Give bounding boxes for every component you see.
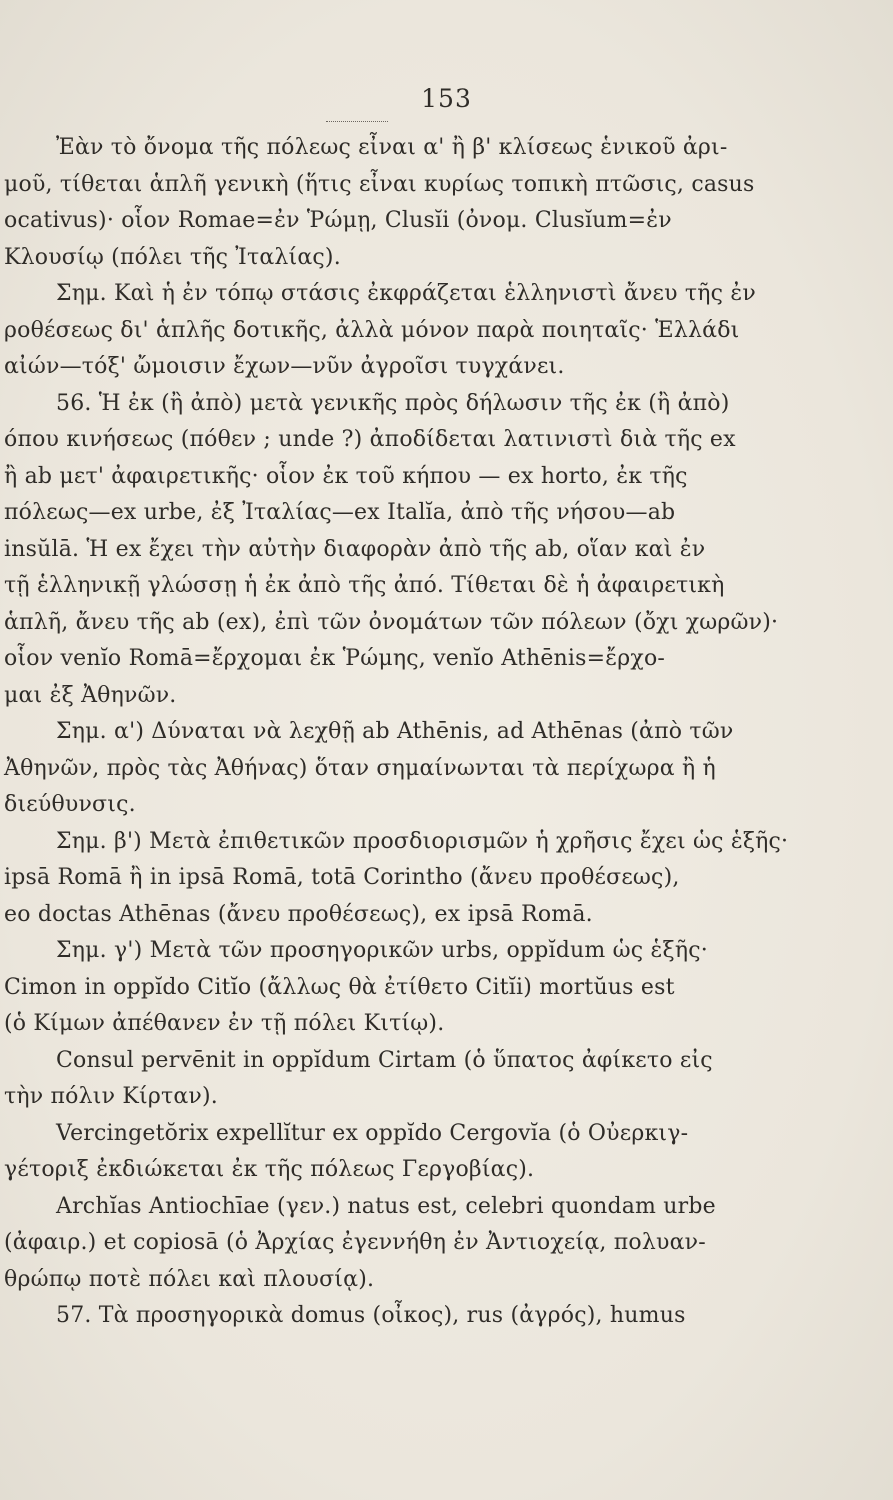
text-line: Cimon in oppĭdo Citĭo (ἄλλως θὰ ἐτίθετο Citĭi) mortŭus est — [4, 974, 675, 1000]
text-line: 56. Ἡ ἐκ (ἢ ἀπὸ) μετὰ γενικῆς πρὸς δήλωσιν τῆς ἐκ (ἢ ἀπὸ) — [56, 390, 730, 416]
text-line: ipsā Romā ἢ in ipsā Romā, totā Corintho (ἄνευ προθέσεως), — [4, 865, 680, 890]
text-line: Ἐὰν τὸ ὄνομα τῆς πόλεως εἶναι α' ἢ β' κλίσεως ἑνικοῦ ἀρι- — [56, 135, 728, 160]
text-line: διεύθυνσις. — [4, 792, 136, 817]
text-line: ἢ ab μετ' ἀφαιρετικῆς· οἷον ἐκ τοῦ κήπου — ex horto, ἐκ τῆς — [4, 463, 688, 489]
text-line: όπου κινήσεως (πόθεν ; unde ?) ἀποδίδεται λατινιστὶ διὰ τῆς ex — [4, 427, 736, 452]
text-line: Archĭas Antiochīae (γεν.) natus est, celebri quondam urbe — [56, 1193, 716, 1219]
text-line: Σημ. γ') Μετὰ τῶν προσηγορικῶν urbs, oppĭdum ὡς ἑξῆς· — [56, 938, 708, 963]
text-line: Σημ. β') Μετὰ ἐπιθετικῶν προσδιορισμῶν ἡ χρῆσις ἔχει ὡς ἑξῆς· — [56, 828, 789, 854]
text-body — [4, 130, 804, 1335]
text-line: ἁπλῆ, ἄνευ τῆς ab (ex), ἐπὶ τῶν ὀνομάτων τῶν πόλεων (ὄχι χωρῶν)· — [4, 609, 779, 635]
text-line: αἰών—τόξ' ὤμοισιν ἔχων—νῦν ἀγροῖσι τυγχάνει. — [4, 354, 565, 379]
text-line: 57. Τὰ προσηγορικὰ domus (οἶκος), rus (ἀγρός), humus — [56, 1303, 686, 1328]
page-number: 153 — [421, 84, 472, 113]
text-line: μαι ἐξ Ἀθηνῶν. — [4, 682, 177, 708]
text-line: Σημ. α') Δύναται νὰ λεχθῇ ab Athēnis, ad Athēnas (ἀπὸ τῶν — [56, 719, 734, 744]
text-line: (ὁ Κίμων ἀπέθανεν ἐν τῇ πόλει Κιτίῳ). — [4, 1011, 445, 1036]
text-line: πόλεως—ex urbe, ἐξ Ἰταλίας—ex Italĭa, ἀπὸ τῆς νήσου—ab — [4, 500, 676, 525]
text-line: insŭlā. Ἡ ex ἔχει τὴν αὐτὴν διαφορὰν ἀπὸ τῆς ab, οἵαν καὶ ἐν — [4, 536, 706, 562]
text-line: ροθέσεως δι' ἁπλῆς δοτικῆς, ἀλλὰ μόνον παρὰ ποιηταῖς· Ἑλλάδι — [4, 317, 740, 343]
text-line: Κλουσίῳ (πόλει τῆς Ἰταλίας). — [4, 244, 341, 270]
text-line: Ἀθηνῶν, πρὸς τὰς Ἀθήνας) ὅταν σημαίνωνται τὰ περίχωρα ἢ ἡ — [4, 755, 716, 781]
text-line: τὴν πόλιν Κίρταν). — [4, 1084, 218, 1109]
text-line: Consul pervēnit in oppĭdum Cirtam (ὁ ὕπατος ἀφίκετο εἰς — [56, 1047, 713, 1073]
text-line: eo doctas Athēnas (ἄνευ προθέσεως), ex ipsā Romā. — [4, 901, 593, 927]
text-line: (ἀφαιρ.) et copiosā (ὁ Ἀρχίας ἐγεννήθη ἐν Ἀντιοχείᾳ, πολυαν- — [4, 1230, 706, 1255]
text-line: γέτοριξ ἐκδιώκεται ἐκ τῆς πόλεως Γεργοβίας). — [4, 1157, 535, 1182]
page-number-rule — [326, 121, 388, 122]
text-line: Σημ. Καὶ ἡ ἐν τόπῳ στάσις ἐκφράζεται ἑλληνιστὶ ἄνευ τῆς ἐν — [56, 281, 756, 306]
text-line: θρώπῳ ποτὲ πόλει καὶ πλουσίᾳ). — [4, 1266, 375, 1292]
text-line: οἷον venĭo Romā=ἔρχομαι ἐκ Ῥώμης, venĭo Athēnis=ἔρχο- — [4, 646, 666, 671]
text-line: ocativus)· οἷον Romae=ἐν Ῥώμῃ, Clusĭi (ὀνομ. Clusĭum=ἐν — [4, 208, 672, 233]
text-line: τῇ ἑλληνικῇ γλώσσῃ ἡ ἐκ ἀπὸ τῆς ἀπό. Τίθεται δὲ ἡ ἀφαιρετικὴ — [4, 573, 725, 598]
text-line: Vercingetŏrix expellĭtur ex oppĭdo Cergovĭa (ὁ Οὐερκιγ- — [56, 1120, 689, 1146]
text-line: μοῦ, τίθεται ἁπλῆ γενικὴ (ἥτις εἶναι κυρίως τοπικὴ πτῶσις, casus — [4, 171, 755, 197]
